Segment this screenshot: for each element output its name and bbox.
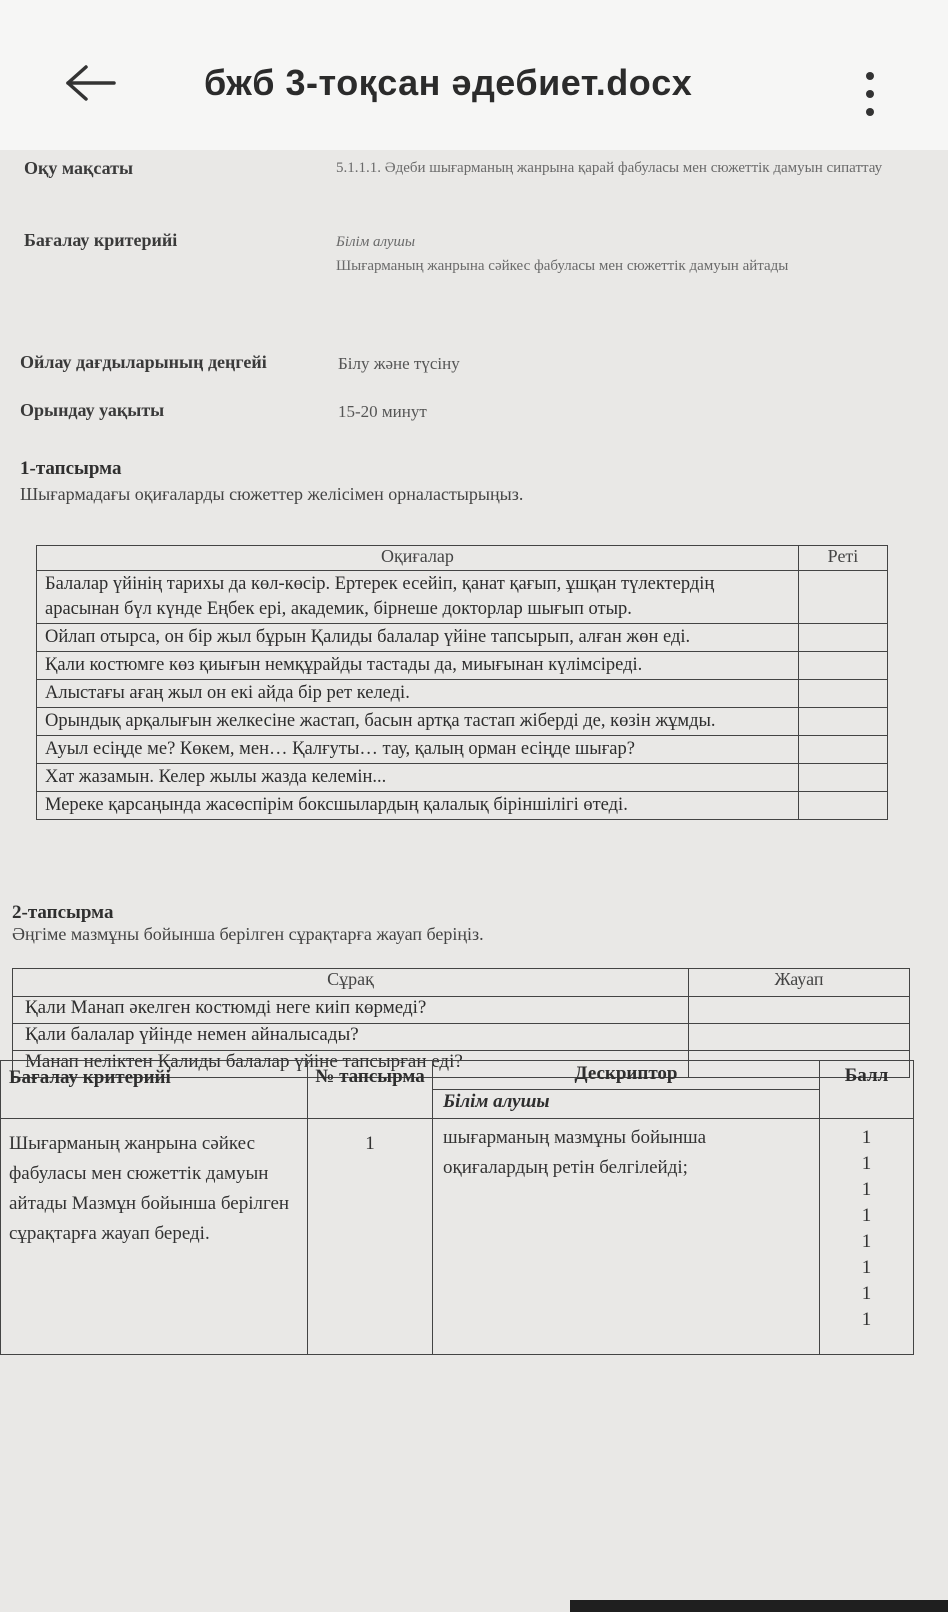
answer-cell[interactable] [689,997,910,1024]
app-toolbar [0,0,948,150]
question-text: Қали Манап әкелген костюмді неге киіп көрмеді? [13,997,689,1024]
event-text: Алыстағы ағаң жыл он екі айда бір рет келеді. [37,680,799,708]
criteria-value: Шығарманың жанрына сәйкес фабуласы мен сюжеттік дамуын айтады [336,258,789,274]
more-vert-icon [866,72,874,80]
order-cell[interactable] [799,736,888,764]
score-value: 1 [861,1257,872,1278]
score-value: 1 [861,1283,872,1304]
table-row [37,624,888,652]
table-row [37,736,888,764]
order-cell[interactable] [799,624,888,652]
descriptor-header: Дескриптор [433,1061,820,1090]
more-options-button[interactable] [850,66,890,122]
document-title: бжб 3-тоқсан әдебиет.docx [204,62,693,103]
order-cell[interactable] [799,764,888,792]
goal-value: 5.1.1.1. Әдеби шығарманың жанрына қарай фабуласы мен сюжеттік дамуын сипаттау [336,160,883,176]
task2-instruction: Әңгіме мазмұны бойынша берілген сұрақтарға жауап беріңіз. [12,924,484,944]
score-value: 1 [861,1127,872,1148]
table-row [37,680,888,708]
task1-instruction: Шығармадағы оқиғаларды сюжеттер желісімен орналастырыңыз. [20,484,524,504]
order-cell[interactable] [799,571,888,624]
table-header-row [1,1061,914,1090]
events-table [36,545,888,820]
event-text: Хат жазамын. Келер жылы жазда келемін... [37,764,799,792]
bottom-edge-strip [570,1600,948,1612]
criteria-label: Бағалау критерийі [24,230,178,250]
table-row [37,792,888,820]
task1-title: 1-тапсырма [20,458,122,479]
thinking-value: Білу және түсіну [338,354,460,373]
assessment-criteria-header: Бағалау критерийі [1,1061,308,1119]
event-text: Қали костюмге көз қиығын немқұрайды тастады да, миығынан күлімсіреді. [37,652,799,680]
table-row [37,571,888,624]
score-header: Балл [820,1061,914,1119]
answer-cell[interactable] [689,1024,910,1051]
time-value: 15-20 минут [338,402,427,421]
assessment-criteria-text: Шығарманың жанрына сәйкес фабуласы мен сюжеттік дамуын айтады Мазмұн бойынша берілген сұрақтарға жауап береді. [1,1119,308,1355]
table-row [1,1119,914,1355]
event-text: Ауыл есіңде ме? Көкем, мен… Қалғуты… тау, қалың орман есіңде шығар? [37,736,799,764]
time-label: Орындау уақыты [20,400,165,420]
question-text: Манап неліктен Қалиды балалар үйіне тапсырған еді? [13,1051,689,1078]
table-row [37,708,888,736]
score-value: 1 [861,1205,872,1226]
score-value: 1 [861,1231,872,1252]
score-value: 1 [861,1179,872,1200]
event-text: Балалар үйінің тарихы да көл-көсір. Ертерек есейіп, қанат қағып, ұшқан түлектердің арасынан бүл күнде Еңбек ері, академик, бірнеше докторлар шығып отыр. [37,571,799,624]
order-cell[interactable] [799,652,888,680]
order-cell[interactable] [799,708,888,736]
table-row [13,997,910,1024]
order-cell[interactable] [799,680,888,708]
event-text: Орындық арқалығын желкесіне жастап, басын артқа тастап жіберді де, көзін жұмды. [37,708,799,736]
table-row [13,1024,910,1051]
score-value: 1 [861,1153,872,1174]
task2-title: 2-тапсырма [12,902,114,923]
event-text: Ойлап отырса, он бір жыл бұрын Қалиды балалар үйіне тапсырып, алған жөн еді. [37,624,799,652]
question-text: Қали балалар үйінде немен айналысады? [13,1024,689,1051]
back-button[interactable] [52,58,128,108]
event-text: Мереке қарсаңында жасөспірім боксшылардың қалалық біріншілігі өтеді. [37,792,799,820]
order-cell[interactable] [799,792,888,820]
order-column-header: Реті [799,546,888,571]
table-row [37,652,888,680]
goal-label: Оқу мақсаты [24,158,134,178]
task-number-header: № тапсырма [308,1061,433,1119]
score-list [820,1119,914,1355]
events-column-header: Оқиғалар [37,546,799,571]
table-header-row [13,969,910,997]
document-page[interactable] [0,150,948,1612]
answer-column-header: Жауап [689,969,910,997]
arrow-left-icon [62,63,118,103]
assessment-task-number: 1 [308,1119,433,1355]
descriptor-subheader: Білім алушы [433,1090,820,1119]
assessment-table [0,1060,914,1355]
score-value: 1 [861,1309,872,1330]
descriptor-text: шығарманың мазмұны бойынша оқиғалардың ретін белгілейді; [433,1119,820,1355]
criteria-sub: Білім алушы [336,234,416,250]
thinking-label: Ойлау дағдыларының деңгейі [20,352,267,372]
table-header-row [37,546,888,571]
table-row [37,764,888,792]
question-column-header: Сұрақ [13,969,689,997]
